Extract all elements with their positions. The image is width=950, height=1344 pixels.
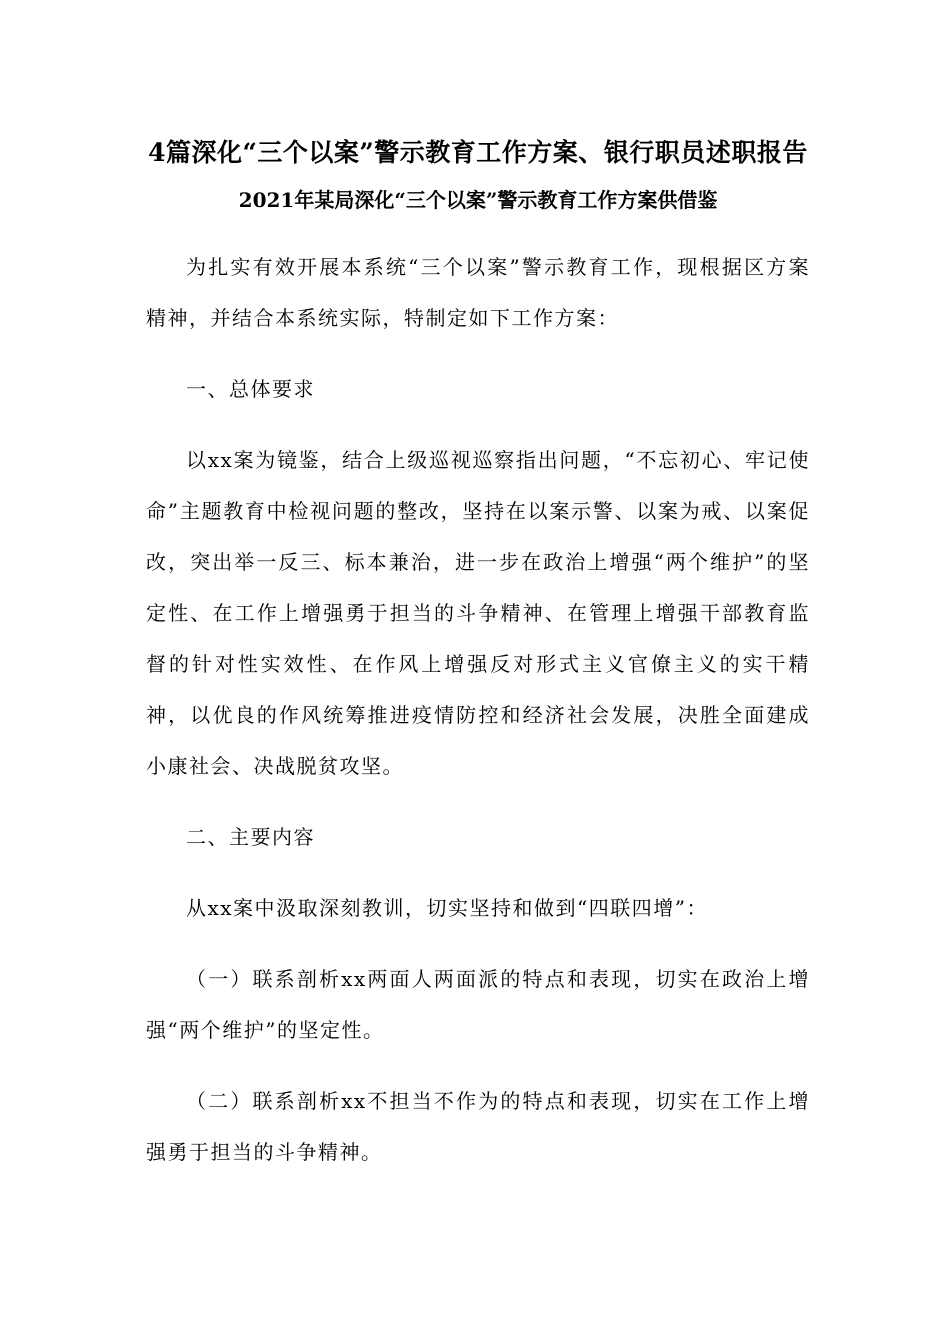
section-heading-main-content: 二、主要内容 — [186, 825, 315, 849]
intro-paragraph: 为扎实有效开展本系统“三个以案”警示教育工作，现根据区方案精神，并结合本系统实际，特制定如下工作方案： — [146, 255, 810, 330]
general-requirements-paragraph: 以xx案为镜鉴，结合上级巡视巡察指出问题，“不忘初心、牢记使命”主题教育中检视问题的整改，坚持在以案示警、以案为戒、以案促改，突出举一反三、标本兼治，进一步在政治上增强“两个维护”的坚定性、在工作上增强勇于担当的斗争精神、在管理上增强干部教育监督的针对性实效性、在作风上增强反对形式主义官僚主义的实干精神，以优良的作风统筹推进疫情防控和经济社会发展，决胜全面建成小康社会、决战脱贫攻坚。 — [146, 448, 810, 778]
main-content-intro-paragraph: 从xx案中汲取深刻教训，切实坚持和做到“四联四增”： — [186, 896, 709, 920]
item-one-paragraph: （一）联系剖析xx两面人两面派的特点和表现，切实在政治上增强“两个维护”的坚定性。 — [146, 967, 810, 1042]
item-two-paragraph: （二）联系剖析xx不担当不作为的特点和表现，切实在工作上增强勇于担当的斗争精神。 — [146, 1089, 810, 1164]
document-subtitle: 2021年某局深化“三个以案”警示教育工作方案供借鉴 — [238, 188, 718, 212]
document-title: 4篇深化“三个以案”警示教育工作方案、银行职员述职报告 — [148, 138, 808, 167]
document-body — [146, 130, 810, 1178]
section-heading-general-requirements: 一、总体要求 — [186, 377, 315, 401]
